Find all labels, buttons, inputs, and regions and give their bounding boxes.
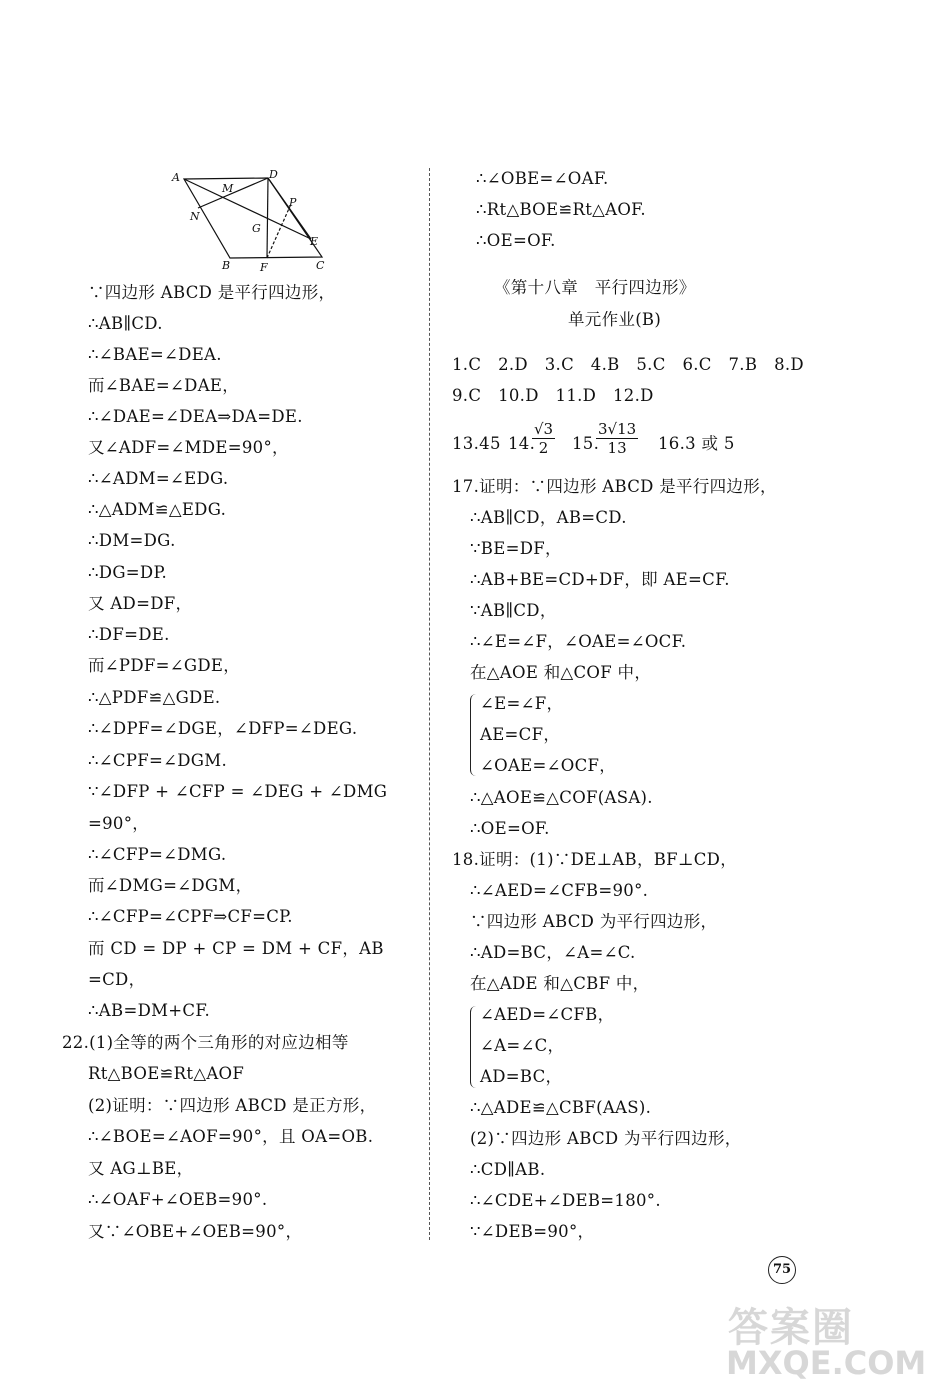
label-p: P <box>289 196 297 209</box>
watermark-logo: 答案圈 <box>728 1305 854 1351</box>
proof-line: ∴△ADM≌△EDG. <box>88 500 227 519</box>
proof-line: ∴DG=DP. <box>88 563 168 582</box>
system-line: ∠OAE=∠OCF， <box>480 756 617 775</box>
proof-line: ∴∠E=∠F，∠OAE=∠OCF. <box>470 632 687 651</box>
label-c: C <box>316 259 325 272</box>
proof-line: ∵四边形 ABCD 为平行四边形， <box>470 912 718 931</box>
proof-line: ∴△PDF≌△GDE. <box>88 688 221 707</box>
system-line: AE=CF， <box>480 725 561 744</box>
unit-title: 单元作业(B) <box>568 310 662 329</box>
proof-line: 在△AOE 和△COF 中， <box>470 663 652 682</box>
proof-line: 在△ADE 和△CBF 中， <box>470 974 650 993</box>
fraction-numerator: √3 <box>534 420 554 438</box>
proof-line: ∴∠DAE=∠DEA⇒DA=DE. <box>88 407 303 426</box>
proof-line: ∴∠CDE+∠DEB=180°. <box>470 1191 661 1210</box>
answers-line-2: 9.C 10.D 11.D 12.D <box>452 386 654 405</box>
column-divider <box>429 168 430 1240</box>
chapter-title: 《第十八章 平行四边形》 <box>494 278 696 297</box>
proof-line: ∴AB∥CD. <box>88 314 163 333</box>
proof-line: (2)∵四边形 ABCD 为平行四边形， <box>470 1129 742 1148</box>
proof-line: ∴△ADE≌△CBF(AAS). <box>470 1098 652 1117</box>
proof-line: 而∠BAE=∠DAE， <box>88 376 240 395</box>
question-17-heading: 17.证明：∵四边形 ABCD 是平行四边形， <box>452 477 777 496</box>
proof-line: 而∠DMG=∠DGM， <box>88 876 253 895</box>
label-n: N <box>190 210 200 223</box>
question-22-heading: 22.(1)全等的两个三角形的对应边相等 <box>62 1033 349 1052</box>
proof-line: ∴Rt△BOE≌Rt△AOF. <box>476 200 646 219</box>
proof-line: ∵AB∥CD， <box>470 601 557 620</box>
question-18-heading: 18.证明：(1)∵DE⊥AB，BF⊥CD， <box>452 850 737 869</box>
proof-line: ∴∠BAE=∠DEA. <box>88 345 222 364</box>
proof-line: 又∠ADF=∠MDE=90°， <box>88 438 289 457</box>
proof-line: ∵BE=DF， <box>470 539 562 558</box>
proof-line: 又 AD=DF， <box>88 594 193 613</box>
answer-15-fraction <box>596 420 638 457</box>
proof-line: 而 CD = DP + CP = DM + CF，AB <box>88 939 384 958</box>
proof-line: ∴∠CFP=∠CPF⇒CF=CP. <box>88 907 293 926</box>
proof-line: ∴∠OBE=∠OAF. <box>476 169 609 188</box>
system-line: ∠E=∠F， <box>480 694 564 713</box>
label-b: B <box>222 259 231 272</box>
label-m: M <box>222 182 234 195</box>
fraction-numerator: 3√13 <box>598 420 637 438</box>
answers-line-1: 1.C 2.D 3.C 4.B 5.C 6.C 7.B 8.D <box>452 355 804 374</box>
watermark-url: MXQE.COM <box>726 1344 926 1382</box>
proof-line: ∴∠OAF+∠OEB=90°. <box>88 1190 268 1209</box>
system-line: AD=BC， <box>480 1067 563 1086</box>
fraction-denominator: 2 <box>538 439 549 457</box>
proof-line: ∴∠BOE=∠AOF=90°，且 OA=OB. <box>88 1127 374 1146</box>
page-number: 75 <box>768 1256 796 1284</box>
proof-line: =90°， <box>88 814 150 833</box>
proof-line: ∴AB∥CD，AB=CD. <box>470 508 627 527</box>
proof-line: 而∠PDF=∠GDE， <box>88 656 241 675</box>
system-line: ∠A=∠C， <box>480 1036 565 1055</box>
proof-line: ∵四边形 ABCD 是平行四边形， <box>88 283 336 302</box>
proof-line: ∴AB+BE=CD+DF，即 AE=CF. <box>470 570 730 589</box>
proof-line: ∴∠CFP=∠DMG. <box>88 845 227 864</box>
answer-14-prefix: 14. <box>508 434 536 453</box>
proof-line: ∴∠ADM=∠EDG. <box>88 469 229 488</box>
proof-line: (2)证明：∵四边形 ABCD 是正方形， <box>88 1096 377 1115</box>
proof-line: ∴AB=DM+CF. <box>88 1001 211 1020</box>
answer-13: 13.45 <box>452 434 501 453</box>
proof-line: ∴OE=OF. <box>470 819 550 838</box>
proof-line: 又∵∠OBE+∠OEB=90°， <box>88 1222 303 1241</box>
label-f: F <box>260 261 268 274</box>
system-line: ∠AED=∠CFB， <box>480 1005 615 1024</box>
proof-line: ∴∠AED=∠CFB=90°. <box>470 881 649 900</box>
label-e: E <box>310 235 319 248</box>
label-a: A <box>172 171 181 184</box>
proof-line: 又 AG⊥BE， <box>88 1159 194 1178</box>
proof-line: ∴DF=DE. <box>88 625 170 644</box>
answer-16: 16.3 或 5 <box>658 434 735 453</box>
proof-line: ∴∠DPF=∠DGE，∠DFP=∠DEG. <box>88 719 358 738</box>
proof-line: Rt△BOE≌Rt△AOF <box>88 1064 245 1083</box>
proof-line: =CD， <box>88 970 146 989</box>
answer-15-prefix: 15. <box>572 434 600 453</box>
label-d: D <box>269 168 279 181</box>
proof-line: ∴△AOE≌△COF(ASA). <box>470 788 653 807</box>
proof-line: ∴DM=DG. <box>88 531 176 550</box>
label-g: G <box>252 222 262 235</box>
proof-line: ∴CD∥AB. <box>470 1160 546 1179</box>
proof-line: ∵∠DFP + ∠CFP = ∠DEG + ∠DMG <box>88 782 388 801</box>
proof-line: ∵∠DEB=90°， <box>470 1222 595 1241</box>
proof-line: ∴AD=BC，∠A=∠C. <box>470 943 636 962</box>
proof-line: ∴∠CPF=∠DGM. <box>88 751 227 770</box>
fraction-denominator: 13 <box>607 439 627 457</box>
answer-14-fraction <box>532 420 555 457</box>
proof-line: ∴OE=OF. <box>476 231 556 250</box>
